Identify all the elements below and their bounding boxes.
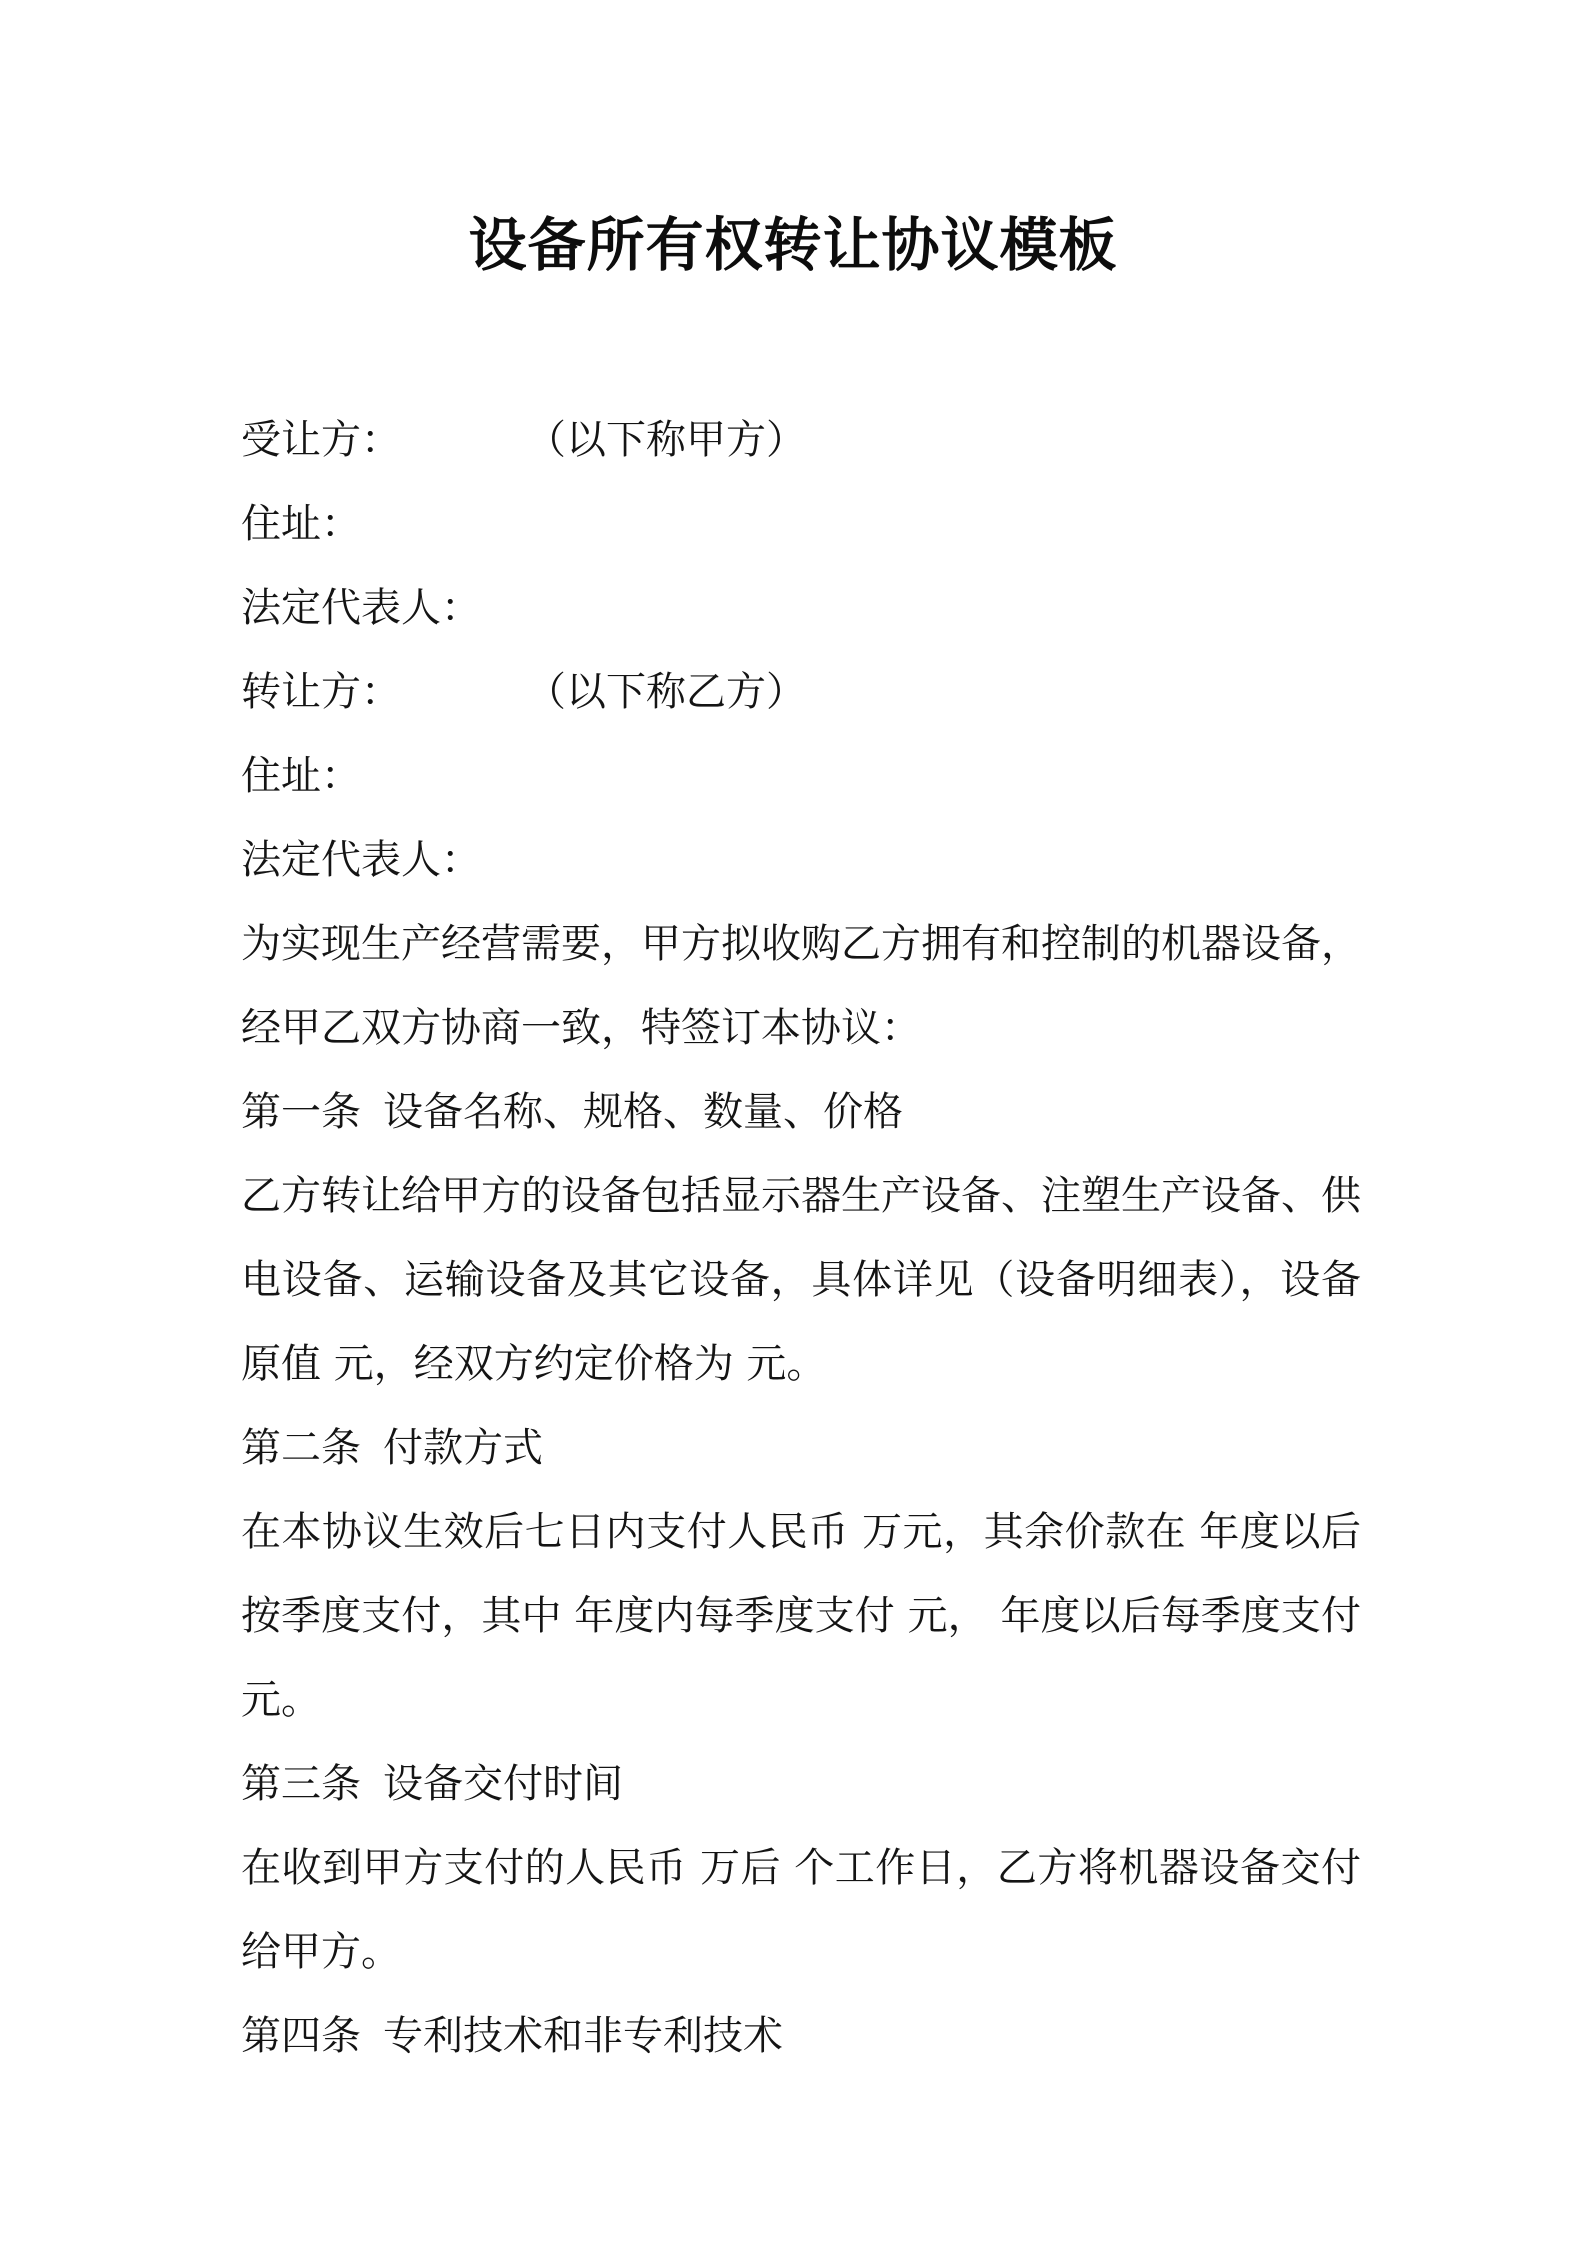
article-4-number: 第四条 bbox=[241, 2013, 361, 2059]
article-3-body: 在收到甲方支付的人民币 万后 个工作日，乙方将机器设备交付给甲方。 bbox=[241, 1845, 1361, 1975]
article-2-number: 第二条 bbox=[241, 1425, 361, 1471]
article-1-number: 第一条 bbox=[241, 1089, 361, 1135]
transferee-representative: 法定代表人： bbox=[241, 585, 481, 631]
transferee-alias: （以下称甲方） bbox=[526, 417, 806, 463]
transferee-line bbox=[241, 398, 1361, 482]
article-3-title: 设备交付时间 bbox=[383, 1761, 623, 1807]
article-1-body: 乙方转让给甲方的设备包括显示器生产设备、注塑生产设备、供电设备、运输设备及其它设备，具体详见（设备明细表），设备原值 元，经双方约定价格为 元。 bbox=[241, 1173, 1361, 1387]
transferor-representative: 法定代表人： bbox=[241, 837, 481, 883]
article-1-title: 设备名称、规格、数量、价格 bbox=[383, 1089, 903, 1135]
article-3-heading bbox=[241, 1742, 1361, 1826]
document-body bbox=[241, 398, 1361, 2078]
transferor-address: 住址： bbox=[241, 753, 361, 799]
article-1-heading bbox=[241, 1070, 1361, 1154]
preamble-paragraph: 为实现生产经营需要，甲方拟收购乙方拥有和控制的机器设备，经甲乙双方协商一致，特签订本协议： bbox=[241, 921, 1361, 1051]
article-2-heading bbox=[241, 1406, 1361, 1490]
transferor-alias: （以下称乙方） bbox=[526, 669, 806, 715]
article-3-number: 第三条 bbox=[241, 1761, 361, 1807]
document-title: 设备所有权转让协议模板 bbox=[468, 211, 1118, 279]
article-2-body: 在本协议生效后七日内支付人民币 万元，其余价款在 年度以后按季度支付，其中 年度内每季度支付 元， 年度以后每季度支付 元。 bbox=[241, 1509, 1361, 1723]
transferor-line bbox=[241, 650, 1361, 734]
article-4-heading bbox=[241, 1994, 1361, 2078]
article-4-title: 专利技术和非专利技术 bbox=[383, 2013, 783, 2059]
article-2-title: 付款方式 bbox=[383, 1425, 543, 1471]
transferor-label: 转让方： bbox=[241, 669, 401, 715]
transferee-address: 住址： bbox=[241, 501, 361, 547]
transferee-label: 受让方： bbox=[241, 417, 401, 463]
